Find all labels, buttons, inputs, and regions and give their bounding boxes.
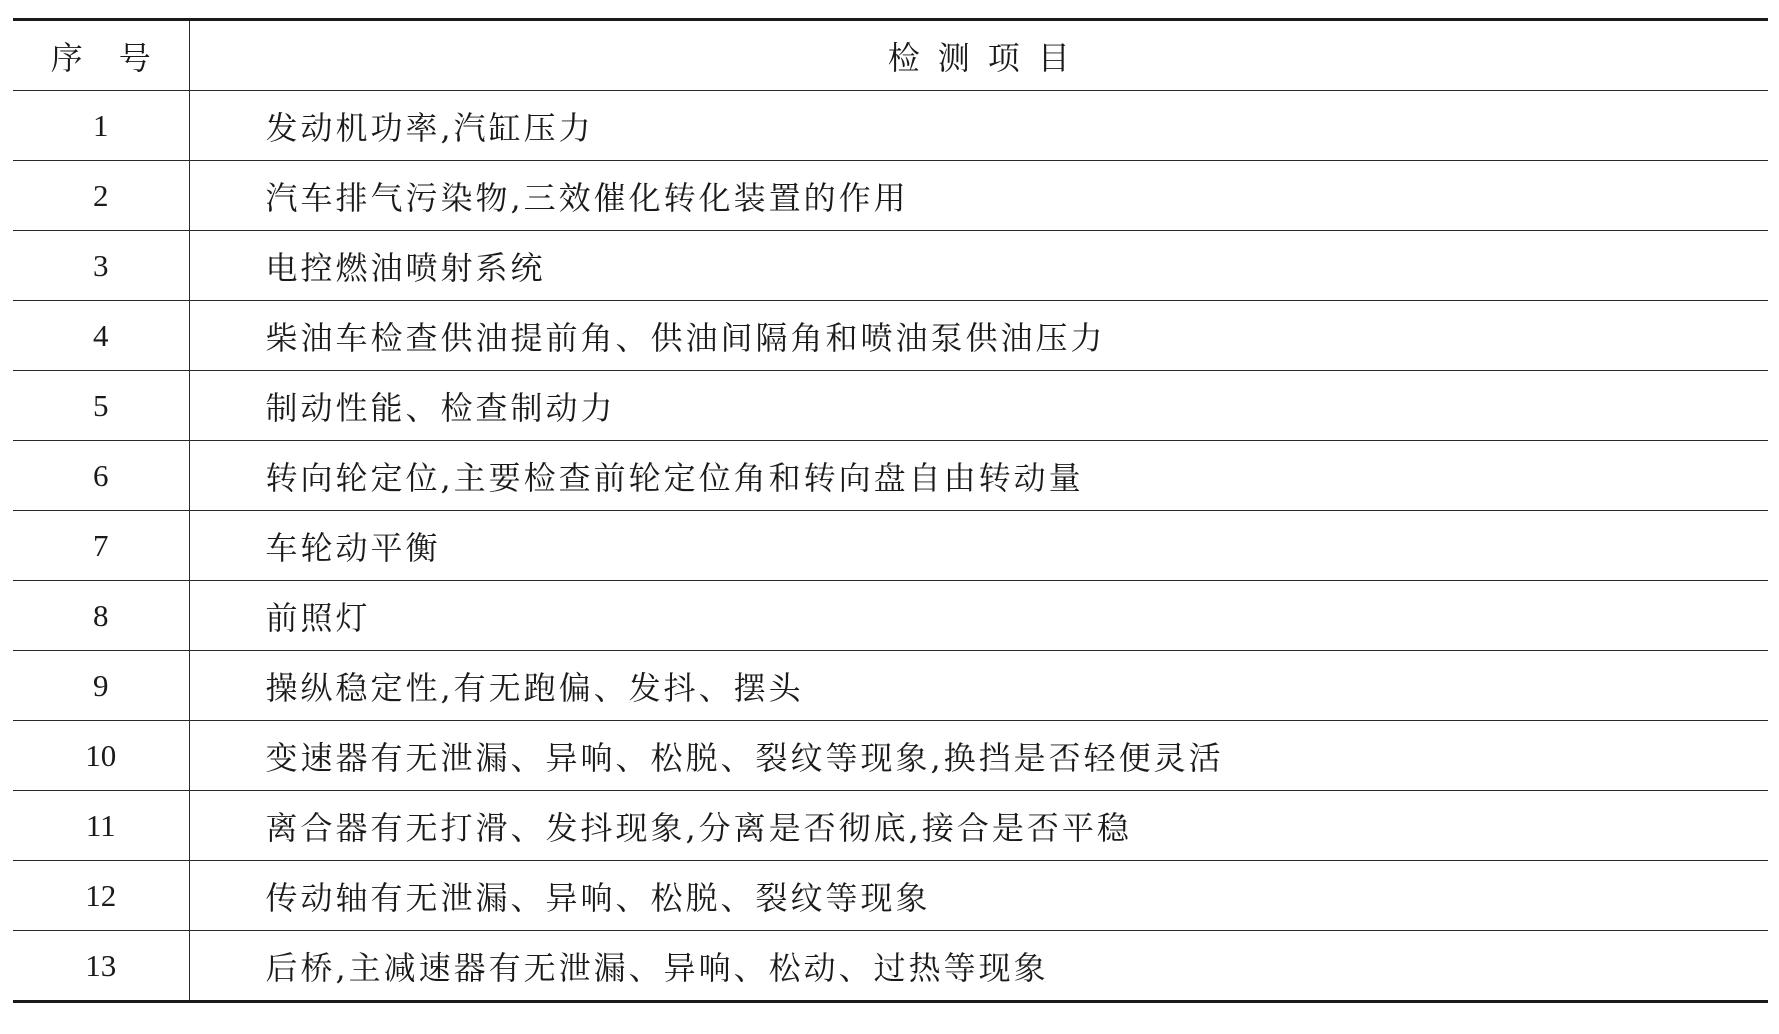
row-number: 10 [13, 721, 189, 791]
table-row [13, 161, 1768, 231]
table-row [13, 651, 1768, 721]
table-row [13, 301, 1768, 371]
row-number: 6 [13, 441, 189, 511]
row-item: 转向轮定位,主要检查前轮定位角和转向盘自由转动量 [189, 441, 1768, 511]
row-number: 7 [13, 511, 189, 581]
inspection-items-table [13, 18, 1768, 1003]
row-item: 操纵稳定性,有无跑偏、发抖、摆头 [189, 651, 1768, 721]
header-inspection-item: 检测项目 [189, 20, 1768, 91]
row-item: 后桥,主减速器有无泄漏、异响、松动、过热等现象 [265, 948, 1049, 987]
table-row [13, 581, 1768, 651]
table-row [13, 231, 1768, 301]
row-item: 前照灯 [189, 581, 1768, 651]
row-item: 传动轴有无泄漏、异响、松脱、裂纹等现象 [189, 861, 1768, 931]
inspection-table-container [13, 18, 1768, 1003]
table-row [13, 791, 1768, 861]
table-row [13, 931, 1768, 1002]
row-number: 4 [13, 301, 189, 371]
row-number: 8 [13, 581, 189, 651]
row-number: 13 [13, 931, 189, 1002]
row-item: 车轮动平衡 [189, 511, 1768, 581]
table-row [13, 511, 1768, 581]
row-item: 发动机功率,汽缸压力 [189, 91, 1768, 161]
row-item: 汽车排气污染物,三效催化转化装置的作用 [189, 161, 1768, 231]
row-number: 5 [13, 371, 189, 441]
row-item: 离合器有无打滑、发抖现象,分离是否彻底,接合是否平稳 [189, 791, 1768, 861]
row-item: 变速器有无泄漏、异响、松脱、裂纹等现象,换挡是否轻便灵活 [189, 721, 1768, 791]
table-row [13, 371, 1768, 441]
table-header-row [13, 20, 1768, 91]
table-row [13, 861, 1768, 931]
table-row [13, 441, 1768, 511]
table-row [13, 91, 1768, 161]
table-row [13, 721, 1768, 791]
row-number: 2 [13, 161, 189, 231]
row-number: 12 [13, 861, 189, 931]
row-item: 电控燃油喷射系统 [189, 231, 1768, 301]
header-serial-number: 序号 [13, 20, 189, 91]
row-number: 9 [13, 651, 189, 721]
row-item: 柴油车检查供油提前角、供油间隔角和喷油泵供油压力 [189, 301, 1768, 371]
row-number: 3 [13, 231, 189, 301]
row-number: 11 [13, 791, 189, 861]
row-item: 制动性能、检查制动力 [189, 371, 1768, 441]
row-number: 1 [13, 91, 189, 161]
